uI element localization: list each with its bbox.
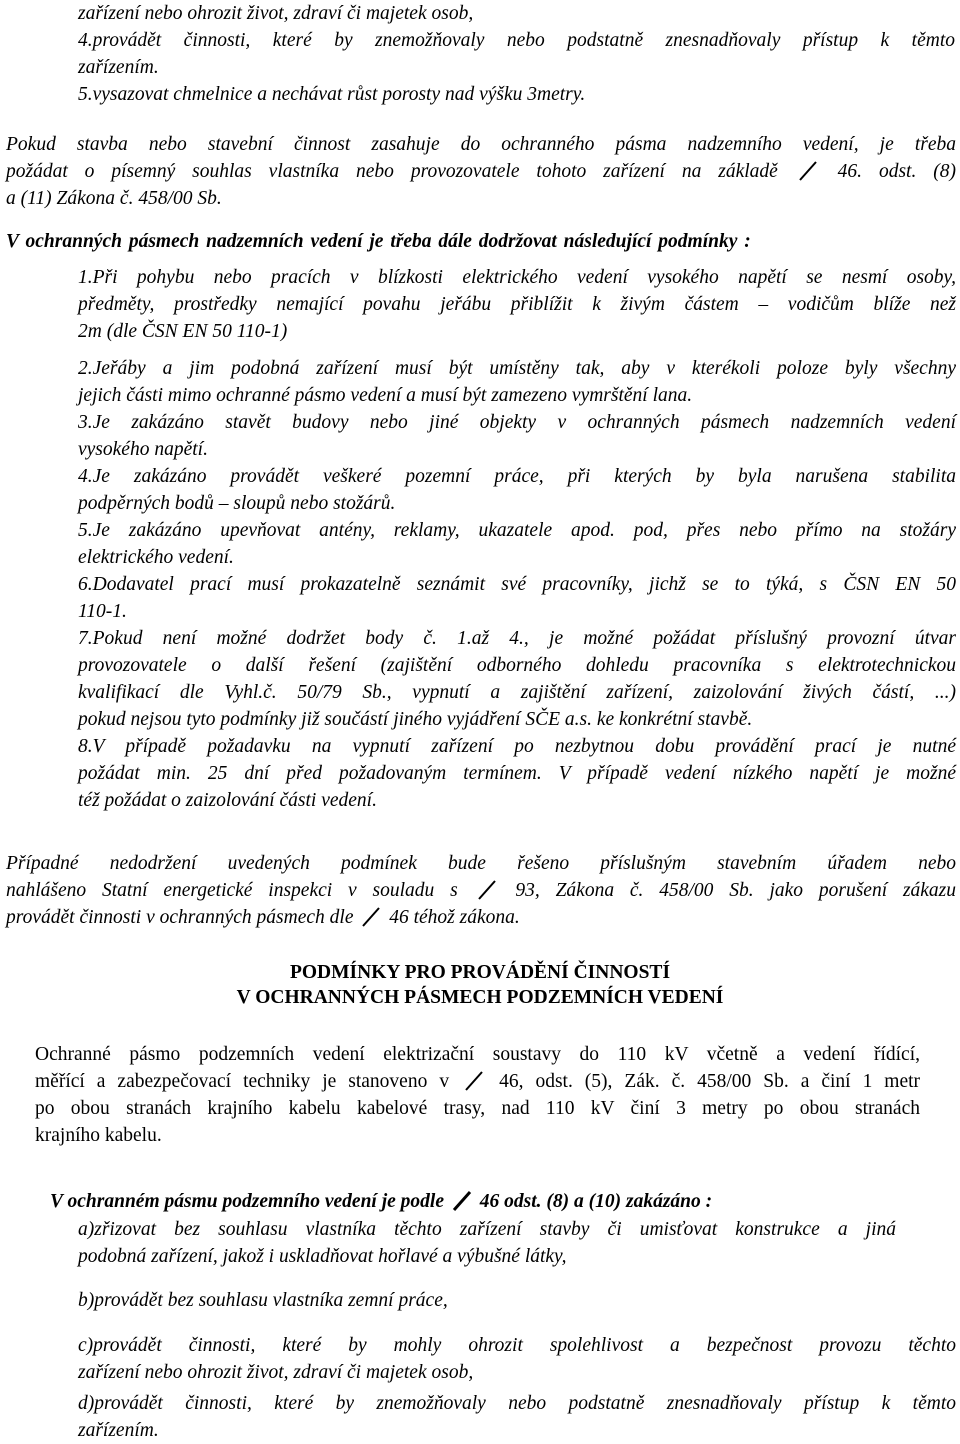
underground-para-line-2b: 46, odst. (5), Zák. č. 458/00 Sb. a činí 1 metr <box>499 1071 921 1092</box>
list-item-line: pokud nejsou tyto podmínky již součástí jiného vyjádření SČE a.s. ke konkrétní stavbě. <box>78 709 753 730</box>
section-sign-icon <box>476 879 498 901</box>
list-item <box>78 355 956 409</box>
list-item-line: 6.Dodavatel prací musí prokazatelně seznámit své pracovníky, jichž se to týká, s ČSN EN 50 <box>78 574 956 595</box>
list-item-line: provozovatele o další řešení (zajištění odborného dohledu pracovníka s elektrotechnickou <box>78 655 956 676</box>
top-list-item-4-line-2: zařízením. <box>78 57 159 78</box>
list-item <box>78 1390 956 1444</box>
overhead-consent-paragraph <box>0 131 960 212</box>
list-item-line: c)provádět činnosti, které by mohly ohrozit spolehlivost a bezpečnost provozu těchto <box>78 1335 956 1356</box>
list-item-line: kvalifikací dle Vyhl.č. 50/79 Sb., vypnutí a zajištění zařízení, zaizolování živých částí, ...) <box>78 682 956 703</box>
list-item <box>78 264 956 345</box>
list-item-line: 2.Jeřáby a jim podobná zařízení musí být umístěny tak, aby v kterékoli poloze byly všechny <box>78 358 956 379</box>
underground-paragraph <box>0 1041 960 1149</box>
underground-prohibitions-heading <box>0 1188 960 1215</box>
list-item-line: 8.V případě požadavku na vypnutí zařízení po nezbytnou dobu provádění prací je nutné <box>78 736 956 757</box>
list-item-line: 1.Při pohybu nebo pracích v blízkosti elektrického vedení vysokého napětí se nesmí osoby, <box>78 267 956 288</box>
penalty-line-3b: 46 téhož zákona. <box>389 907 520 928</box>
list-item-line: 5.Je zakázáno upevňovat antény, reklamy, ukazatele apod. pod, přes nebo přímo na stožáry <box>78 520 956 541</box>
list-item <box>78 517 956 571</box>
underground-heading-a: V ochranném pásmu podzemního vedení je podle <box>50 1191 444 1212</box>
list-item-line: 110-1. <box>78 601 127 622</box>
underground-heading-b: 46 odst. (8) a (10) zakázáno : <box>479 1191 713 1212</box>
list-item-line: vysokého napětí. <box>78 439 208 460</box>
list-item-line: 2m (dle ČSN EN 50 110-1) <box>78 321 288 342</box>
section-sign-icon <box>360 906 382 928</box>
penalty-line-3a: provádět činnosti v ochranných pásmech dle <box>6 907 354 928</box>
section-sign-icon <box>451 1190 473 1212</box>
overhead-para-line-2 <box>6 158 956 185</box>
underground-para-line-1: Ochranné pásmo podzemních vedení elektrizační soustavy do 110 kV včetně a vedení řídící, <box>35 1044 920 1065</box>
underground-title-line-1: PODMÍNKY PRO PROVÁDĚNÍ ČINNOSTÍ <box>289 962 671 983</box>
overhead-para-line-1: Pokud stavba nebo stavební činnost zasahuje do ochranného pásma nadzemního vedení, je třeba <box>6 134 956 155</box>
list-item <box>78 1216 956 1270</box>
list-item-line: elektrického vedení. <box>78 547 234 568</box>
underground-section-title <box>0 960 960 1010</box>
top-list-item-5: 5.vysazovat chmelnice a nechávat růst porosty nad výšku 3metry. <box>78 84 586 105</box>
penalty-paragraph <box>0 850 960 931</box>
underground-para-line-3: po obou stranách krajního kabelu kabelové trasy, nad 110 kV činí 3 metry po obou stranách <box>35 1098 920 1119</box>
overhead-para-line-3: a (11) Zákona č. 458/00 Sb. <box>6 188 222 209</box>
underground-prohibitions-heading-text <box>50 1188 960 1215</box>
underground-para-line-4: krajního kabelu. <box>35 1125 162 1146</box>
penalty-line-1: Případné nedodržení uvedených podmínek bude řešeno příslušným stavebním úřadem nebo <box>6 853 956 874</box>
list-item-line: podobná zařízení, jakož i uskladňovat hořlavé a výbušné látky, <box>78 1246 567 1267</box>
list-item-line: 4.Je zakázáno provádět veškeré pozemní práce, při kterých by byla narušena stabilita <box>78 466 956 487</box>
list-item <box>78 1332 956 1386</box>
overhead-conditions-heading-text: V ochranných pásmech nadzemních vedení je třeba dále dodržovat následující podmínky : <box>6 231 751 252</box>
list-item <box>78 463 956 517</box>
section-sign-icon <box>797 160 819 182</box>
penalty-line-2b: 93, Zákona č. 458/00 Sb. jako porušení zákazu <box>515 880 957 901</box>
section-sign-icon <box>463 1070 485 1092</box>
top-list-continuation: zařízení nebo ohrozit život, zdraví či majetek osob, <box>78 3 474 24</box>
overhead-para-line-2b: 46. odst. (8) <box>837 161 957 182</box>
list-item-line: jejich části mimo ochranné pásmo vedení a musí být zamezeno vymrštění lana. <box>78 385 693 406</box>
list-item <box>78 733 956 814</box>
penalty-line-2 <box>6 877 956 904</box>
overhead-conditions-heading <box>0 228 960 255</box>
list-item-line: předměty, prostředky nemající povahu jeřábu přiblížit k živým částem – vodičům blíže než <box>78 294 956 315</box>
list-item-line: podpěrných bodů – sloupů nebo stožárů. <box>78 493 396 514</box>
penalty-line-3 <box>6 904 956 931</box>
underground-title-line-2: V OCHRANNÝCH PÁSMECH PODZEMNÍCH VEDENÍ <box>236 987 724 1008</box>
list-item <box>78 571 956 625</box>
list-item-line: 3.Je zakázáno stavět budovy nebo jiné objekty v ochranných pásmech nadzemních vedení <box>78 412 956 433</box>
list-item-line: zařízením. <box>78 1420 159 1441</box>
list-item-line: též požádat o zaizolování části vedení. <box>78 790 377 811</box>
list-item <box>78 625 956 733</box>
list-item-line: požádat min. 25 dní před požadovaným termínem. V případě vedení nízkého napětí je možné <box>78 763 956 784</box>
overhead-para-line-2a: požádat o písemný souhlas vlastníka nebo provozovatele tohoto zařízení na základě <box>6 161 778 182</box>
penalty-line-2a: nahlášeno Statní energetické inspekci v souladu s <box>6 880 458 901</box>
underground-para-line-2a: měřící a zabezpečovací techniky je stanoveno v <box>35 1071 450 1092</box>
underground-para-line-2 <box>35 1068 920 1095</box>
list-item-line: a)zřizovat bez souhlasu vlastníka těchto zařízení stavby či umisťovat konstrukce a jiná <box>78 1219 896 1240</box>
overhead-conditions-list <box>0 264 960 814</box>
top-list-item-4-line-1: 4.provádět činnosti, které by znemožňovaly nebo podstatně znesnadňovaly přístup k těmto <box>78 30 955 51</box>
list-item-line: zařízení nebo ohrozit život, zdraví či majetek osob, <box>78 1362 474 1383</box>
list-item <box>78 409 956 463</box>
top-list <box>0 0 960 108</box>
list-item <box>78 1287 956 1314</box>
list-item-line: 7.Pokud není možné dodržet body č. 1.až 4., je možné požádat příslušný provozní útvar <box>78 628 956 649</box>
list-item-line: b)provádět bez souhlasu vlastníka zemní práce, <box>78 1290 448 1311</box>
list-item-line: d)provádět činnosti, které by znemožňovaly nebo podstatně znesnadňovaly přístup k těmto <box>78 1393 956 1414</box>
underground-prohibitions-list <box>0 1216 960 1444</box>
